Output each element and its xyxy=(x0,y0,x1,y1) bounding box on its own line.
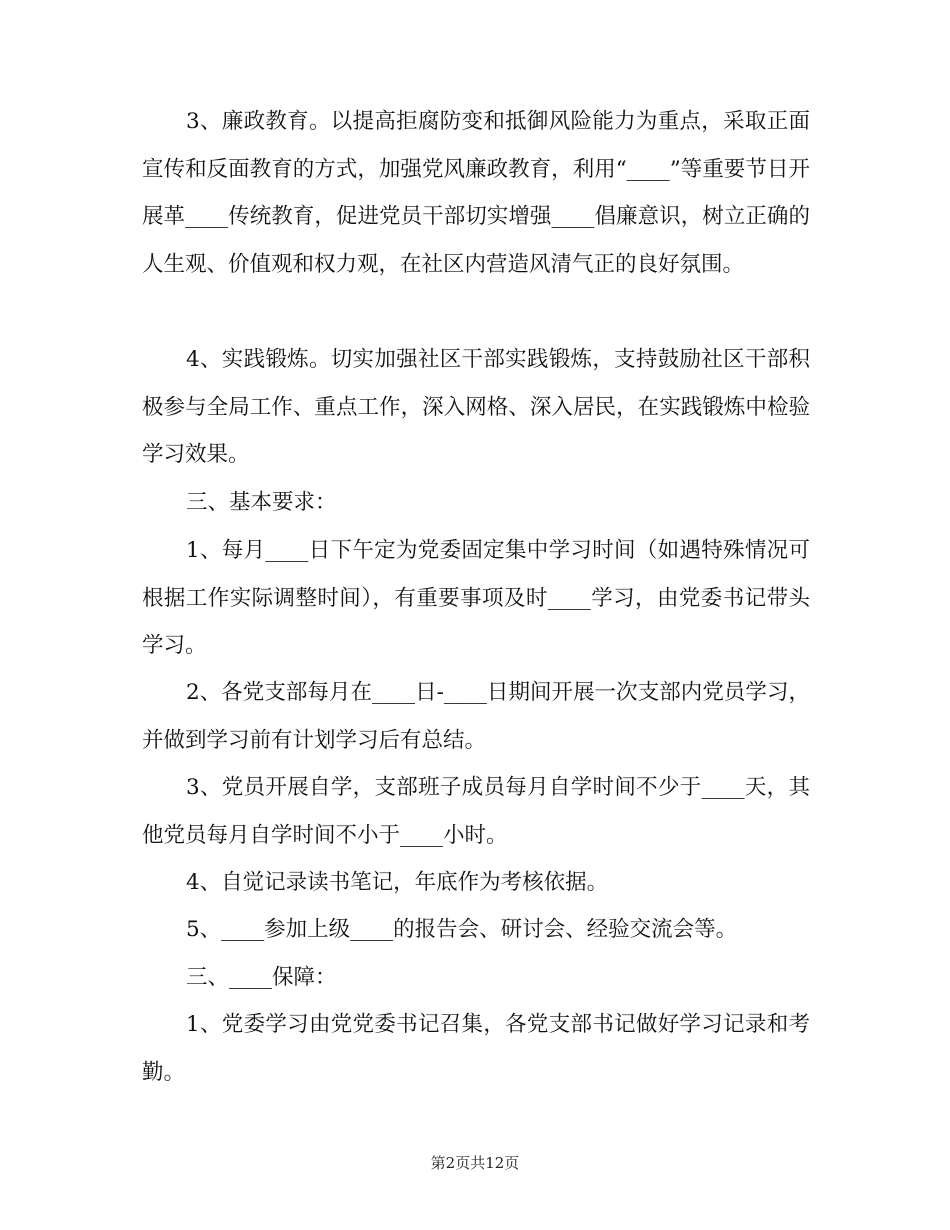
paragraph-requirement-2: 2、各党支部每月在____日-____日期间开展一次支部内党员学习，并做到学习前有计划学习后有总结。 xyxy=(142,680,810,753)
page-number-footer: 第2页共12页 xyxy=(430,1154,520,1172)
section-heading-basic-requirements: 三、基本要求： xyxy=(186,490,337,515)
paragraph-requirement-1: 1、每月____日下午定为党委固定集中学习时间（如遇特殊情况可根据工作实际调整时间），有重要事项及时____学习，由党委书记带头学习。 xyxy=(142,538,810,658)
paragraph-requirement-5: 5、____参加上级____的报告会、研讨会、经验交流会等。 xyxy=(186,917,738,942)
paragraph-requirement-4: 4、自觉记录读书笔记，年底作为考核依据。 xyxy=(186,870,609,895)
paragraph-guarantee-1: 1、党委学习由党党委书记召集，各党支部书记做好学习记录和考勤。 xyxy=(142,1012,810,1085)
paragraph-integrity-education: 3、廉政教育。以提高拒腐防变和抵御风险能力为重点，采取正面宣传和反面教育的方式，加强党风廉政教育，利用“____”等重要节日开展革____传统教育，促进党员干部切实增强____倡廉意识，树立正确的人生观、价值观和权力观，在社区内营造风清气正的良好氛围。 xyxy=(142,109,810,277)
paragraph-requirement-3: 3、党员开展自学，支部班子成员每月自学时间不少于____天，其他党员每月自学时间不小于____小时。 xyxy=(142,775,810,848)
paragraph-practice-training: 4、实践锻炼。切实加强社区干部实践锻炼，支持鼓励社区干部积极参与全局工作、重点工作，深入网格、深入居民，在实践锻炼中检验学习效果。 xyxy=(142,347,810,467)
section-heading-guarantee: 三、____保障： xyxy=(186,965,337,990)
